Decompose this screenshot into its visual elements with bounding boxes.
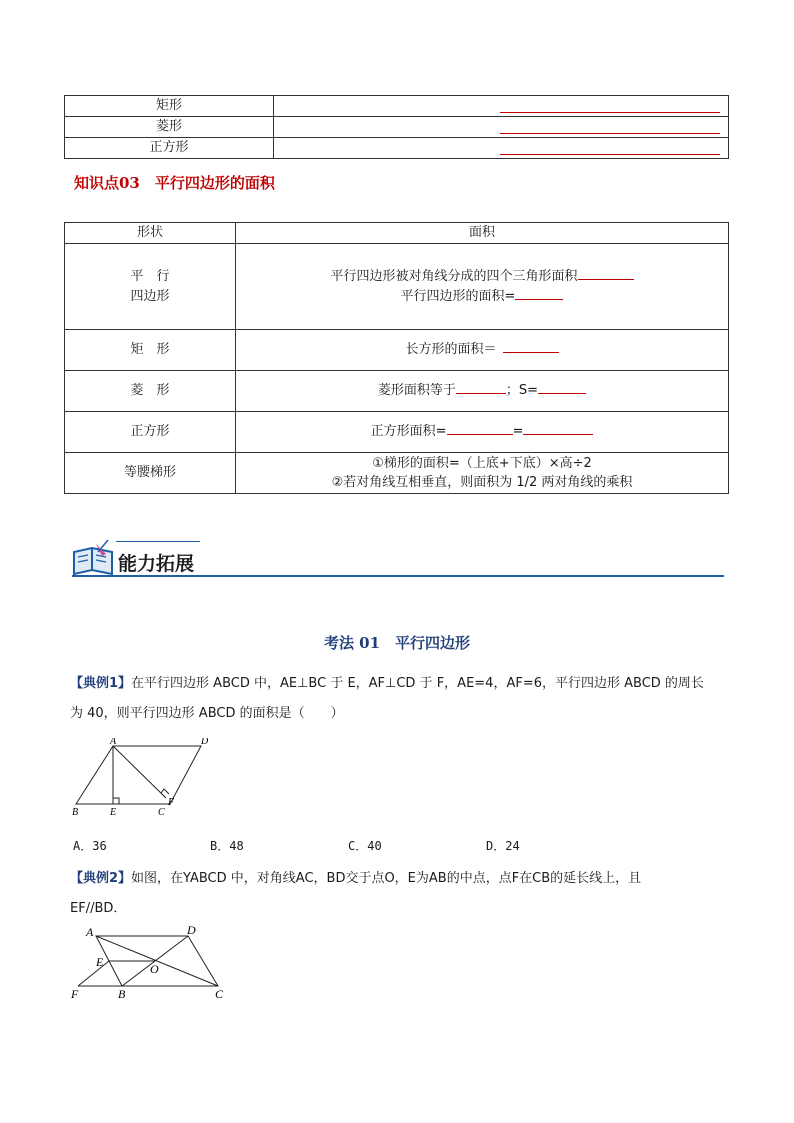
shape-cell: 矩 形 (65, 330, 236, 371)
banner-top-line (116, 541, 200, 542)
example-tag: 【典例2】 (70, 871, 132, 886)
area-text: 长方形的面积＝ (405, 342, 497, 357)
answer-blank (447, 422, 513, 435)
book-icon (72, 540, 114, 576)
point-label-a: A (86, 925, 94, 939)
area-text: 菱形面积等于 (377, 383, 456, 398)
answer-blank (538, 381, 586, 394)
column-header-area: 面积 (236, 223, 729, 244)
area-line: ①梯形的面积=（上底+下底）×高÷2 (372, 456, 592, 471)
section-banner (72, 540, 724, 580)
segment-af (113, 746, 166, 798)
point-label-e: E (110, 807, 117, 818)
area-line (236, 287, 728, 307)
example1-line1 (70, 669, 726, 699)
area-line: ②若对角线互相垂直，则面积为 1/2 两对角线的乘积 (331, 475, 633, 490)
table-row (65, 412, 729, 453)
right-angle-f (161, 789, 169, 794)
segment-ef (78, 961, 109, 986)
answer-option[interactable]: B．48 (210, 839, 244, 853)
area-text: ；S= (505, 383, 539, 398)
example2-question-line1: 如图，在YABCD 中，对角线AC，BD交于点O，E为AB的中点，点F在CB的延长线上，且 (131, 871, 642, 886)
area-text: 正方形面积= (370, 424, 447, 439)
table-row (65, 244, 729, 330)
shape-cell: 正方形 (65, 412, 236, 453)
point-label-d: D (187, 923, 196, 937)
area-cell (236, 412, 729, 453)
example1-text (70, 669, 726, 729)
example-tag: 【典例1】 (70, 676, 132, 691)
method-title: 考法 01 平行四边形 (323, 634, 471, 652)
table-cell-blank (274, 138, 729, 159)
parallelogram-abcd (76, 746, 201, 804)
table-cell: 菱形 (65, 117, 274, 138)
table-row (65, 371, 729, 412)
example1-figure (70, 738, 220, 820)
area-cell (236, 244, 729, 330)
shape-cell (65, 244, 236, 330)
answer-blank (523, 422, 593, 435)
area-text: 平行四边形被对角线分成的四个三角形面积 (330, 268, 578, 284)
shape-label-line2: 四边形 (130, 288, 170, 304)
point-label-d: D (201, 738, 209, 747)
answer-option[interactable]: D．24 (486, 839, 520, 853)
table-cell-blank (274, 96, 729, 117)
area-cell (236, 453, 729, 494)
table-row (65, 117, 729, 138)
area-table (64, 222, 729, 494)
table-row (65, 330, 729, 371)
point-label-b: B (118, 987, 126, 1001)
answer-blank (515, 287, 563, 300)
banner-title: 能力拓展 (118, 553, 195, 575)
answer-blank (456, 381, 506, 394)
point-label-b: B (72, 807, 79, 818)
answer-blank (503, 340, 559, 353)
right-angle-e (113, 798, 119, 804)
table-cell-blank (274, 117, 729, 138)
area-line (236, 267, 728, 287)
area-cell (236, 371, 729, 412)
shape-cell: 菱 形 (65, 371, 236, 412)
example2-text (70, 864, 726, 924)
answer-blank (578, 267, 634, 280)
section-title: 知识点03 平行四边形的面积 (74, 174, 275, 192)
example1-question-line2: 为 40，则平行四边形 ABCD 的面积是（ ） (70, 706, 344, 721)
example2-figure (68, 922, 238, 1002)
table-row (65, 96, 729, 117)
example2-line1 (70, 864, 726, 894)
column-header-shape: 形状 (65, 223, 236, 244)
example1-question-line1: 在平行四边形 ABCD 中，AE⊥BC 于 E，AF⊥CD 于 F，AE=4，AF=6，平行四边形 ABCD 的周长 (131, 676, 704, 691)
point-label-e: E (96, 955, 104, 969)
shape-label-line1: 平 行 (130, 268, 170, 284)
answer-option[interactable]: C．40 (348, 839, 382, 853)
table-row (65, 138, 729, 159)
point-label-a: A (110, 738, 117, 747)
area-cell (236, 330, 729, 371)
table-header-row (65, 223, 729, 244)
point-label-c: C (158, 807, 165, 818)
banner-underline (72, 575, 724, 577)
shape-cell: 等腰梯形 (65, 453, 236, 494)
table-row (65, 453, 729, 494)
example2-question-line2: EF//BD． (70, 901, 127, 916)
area-text: = (512, 424, 524, 439)
shapes-table-top (64, 95, 729, 159)
area-text: 平行四边形的面积= (400, 288, 516, 304)
answer-option[interactable]: A．36 (73, 839, 107, 853)
point-label-c: C (215, 987, 224, 1001)
table-cell: 正方形 (65, 138, 274, 159)
point-label-o: O (150, 962, 159, 976)
point-label-f: F (168, 797, 175, 808)
table-cell: 矩形 (65, 96, 274, 117)
point-label-f: F (71, 987, 79, 1001)
